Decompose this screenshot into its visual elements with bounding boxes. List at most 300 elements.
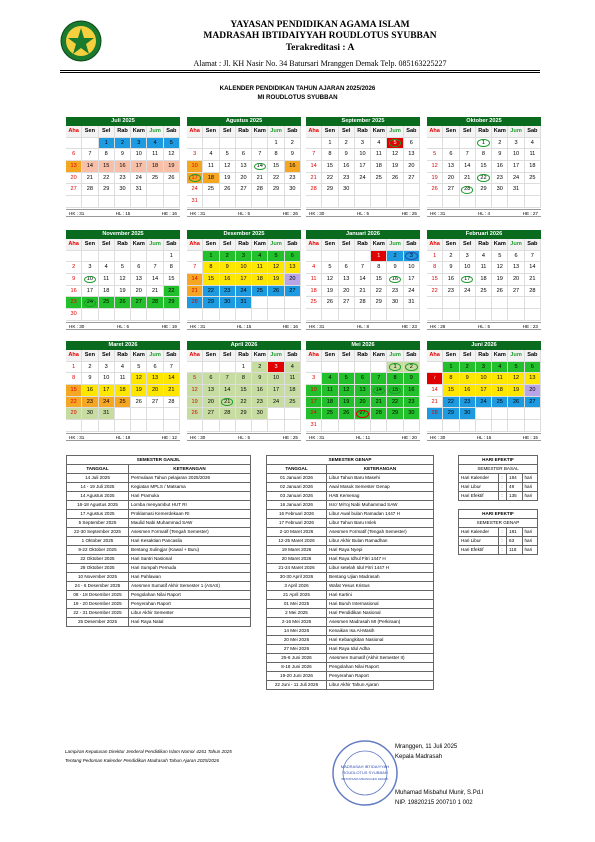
day-cell: 22 (203, 286, 219, 298)
empty-cell (322, 362, 338, 374)
empty-cell (115, 196, 131, 208)
day-cell: 21 (147, 286, 163, 298)
table-cell: Hari Pendidikan Nasional (327, 609, 434, 618)
empty-cell (220, 420, 236, 432)
day-cell: 20 (355, 397, 371, 409)
day-header: Sen (203, 239, 219, 251)
day-header: Jum (387, 350, 403, 362)
day-cell: 13 (131, 274, 147, 286)
empty-cell (82, 138, 98, 150)
empty-cell (387, 420, 403, 432)
day-cell: 3 (82, 262, 98, 274)
day-cell: 17 (187, 173, 203, 185)
table-cell: 17 Agustus 2025 (67, 510, 129, 519)
table-cell: 22 Juni - 11 Juli 2026 (267, 681, 327, 690)
day-cell: 1 (99, 138, 115, 150)
empty-cell (187, 309, 203, 321)
table-row (267, 618, 434, 627)
day-cell: 16 (66, 286, 82, 298)
sign-nip: NIP. 19820215 200710 1 002 (395, 800, 473, 806)
day-cell: 1 (387, 362, 403, 374)
day-cell: 11 (115, 373, 131, 385)
empty-cell (66, 196, 82, 208)
day-cell: 10 (404, 262, 420, 274)
calendar-subtitle: MI ROUDLOTUS SYUBBAN (257, 94, 338, 101)
day-cell: 3 (508, 138, 524, 150)
day-cell: 28 (82, 184, 98, 196)
day-cell: 14 (164, 373, 180, 385)
day-cell: 4 (285, 362, 301, 374)
day-cell: 13 (147, 373, 163, 385)
empty-cell (476, 297, 492, 309)
day-header: Sen (203, 350, 219, 362)
table-cell: Isro' Mi'roj Nabi Muhammad SAW (327, 501, 434, 510)
table-cell: Bentang Ujian Madrasah (327, 573, 434, 582)
empty-cell (404, 184, 420, 196)
day-cell: 23 (387, 286, 403, 298)
day-cell: 23 (285, 173, 301, 185)
empty-cell (492, 420, 508, 432)
month-7 (427, 230, 541, 336)
table-cell: Penyerahan Raport (129, 600, 251, 609)
table-cell: 30-30 April 2026 (267, 573, 327, 582)
empty-cell (355, 184, 371, 196)
empty-cell (187, 420, 203, 432)
day-cell: 30 (82, 408, 98, 420)
table-cell: 20 Mei 2026 (267, 636, 327, 645)
empty-cell (285, 408, 301, 420)
empty-cell (147, 196, 163, 208)
day-cell: 12 (115, 274, 131, 286)
day-cell: 16 (252, 385, 268, 397)
day-header: Sel (339, 239, 355, 251)
month-summary (66, 322, 180, 330)
table-cell: 63 (507, 537, 522, 546)
day-header: Rab (236, 126, 252, 138)
table-cell: 181 (507, 528, 522, 537)
day-cell: 2 (443, 251, 459, 263)
day-cell: 10 (460, 262, 476, 274)
empty-cell (427, 309, 443, 321)
day-cell: 17 (476, 385, 492, 397)
empty-cell (115, 420, 131, 432)
day-cell: 7 (252, 149, 268, 161)
day-cell: 15 (236, 385, 252, 397)
day-cell: 2 (285, 138, 301, 150)
summary-he: HE : 25 (401, 210, 417, 216)
day-cell: 24 (476, 397, 492, 409)
day-cell: 21 (187, 286, 203, 298)
empty-cell (508, 196, 524, 208)
empty-cell (427, 362, 443, 374)
day-header: Sen (322, 126, 338, 138)
day-cell: 10 (82, 274, 98, 286)
day-cell: 5 (508, 362, 524, 374)
summary-hl: HL : 11 (355, 434, 371, 440)
day-header: Kam (252, 350, 268, 362)
table-cell: 01 Mei 2025 (267, 600, 327, 609)
day-cell: 11 (203, 161, 219, 173)
day-cell: 25 (115, 397, 131, 409)
day-header: Kam (252, 126, 268, 138)
day-cell: 23 (404, 397, 420, 409)
semester-ganjil-title: SEMESTER GANJIL (67, 456, 251, 465)
table-row (267, 510, 434, 519)
day-cell: 4 (252, 251, 268, 263)
day-cell: 18 (322, 397, 338, 409)
day-cell: 14 (460, 161, 476, 173)
table-row (67, 609, 251, 618)
month-name: Maret 2026 (66, 341, 180, 350)
empty-cell (285, 420, 301, 432)
table-cell: 5 September 2025 (67, 519, 129, 528)
day-cell: 22 (476, 173, 492, 185)
day-cell: 21 (164, 385, 180, 397)
day-header: Sen (82, 350, 98, 362)
empty-cell (476, 420, 492, 432)
month-name: Agustus 2025 (187, 117, 301, 126)
day-header: Aha (187, 350, 203, 362)
day-header: Sel (99, 239, 115, 251)
footnote-line-1: Lampiran Keputusan Direktur Jenderal Pendidikan Islam Nomor 4261 Tahun 2025 (65, 749, 232, 754)
day-cell: 6 (131, 262, 147, 274)
empty-cell (203, 420, 219, 432)
day-cell: 13 (203, 385, 219, 397)
table-cell: : (499, 546, 507, 555)
summary-he: HE : 12 (161, 434, 177, 440)
day-cell: 12 (164, 149, 180, 161)
empty-cell (476, 309, 492, 321)
table-cell: 49 (507, 483, 522, 492)
month-name: Januari 2026 (306, 230, 420, 239)
day-cell: 30 (404, 408, 420, 420)
day-cell: 4 (492, 362, 508, 374)
empty-cell (236, 420, 252, 432)
empty-cell (404, 196, 420, 208)
table-row (67, 501, 251, 510)
day-cell: 15 (476, 161, 492, 173)
empty-cell (99, 196, 115, 208)
day-cell: 27 (66, 184, 82, 196)
day-cell: 8 (268, 149, 284, 161)
table-cell: 14 Juli 2025 (67, 474, 129, 483)
empty-cell (508, 420, 524, 432)
day-header: Jum (268, 350, 284, 362)
table-row (67, 474, 251, 483)
day-cell: 18 (203, 173, 219, 185)
footnote-line-2: Tentang Pedoman Kalender Pendidikan Madrasah Tahun Ajaran 2025/2026 (65, 758, 220, 763)
empty-cell (339, 420, 355, 432)
day-header: Jum (268, 126, 284, 138)
day-cell: 17 (82, 286, 98, 298)
day-cell: 20 (404, 161, 420, 173)
table-cell: 01 Januari 2026 (267, 474, 327, 483)
day-cell: 6 (525, 362, 541, 374)
day-cell: 27 (355, 408, 371, 420)
table-row (67, 492, 251, 501)
empty-cell (82, 251, 98, 263)
day-header: Sab (285, 126, 301, 138)
table-cell: 16-18 Agustus 2025 (67, 501, 129, 510)
semester-genap-table (266, 455, 434, 690)
day-cell: 9 (285, 149, 301, 161)
table-cell: Hari Pahlawan (129, 573, 251, 582)
empty-cell (252, 297, 268, 309)
empty-cell (203, 138, 219, 150)
day-header: Aha (66, 239, 82, 251)
day-cell: 26 (339, 408, 355, 420)
summary-hk: HK : 31 (190, 210, 206, 216)
day-cell: 11 (525, 149, 541, 161)
day-cell: 28 (164, 397, 180, 409)
day-cell: 19 (492, 274, 508, 286)
empty-cell (355, 309, 371, 321)
day-cell: 27 (285, 286, 301, 298)
summary-he: HE : 20 (401, 434, 417, 440)
day-header: Kam (131, 350, 147, 362)
day-cell: 28 (147, 297, 163, 309)
empty-cell (115, 309, 131, 321)
table-cell: 19-20 Juni 2026 (267, 672, 327, 681)
summary-hk: HK : 30 (69, 323, 85, 329)
day-cell: 20 (66, 173, 82, 185)
month-2 (306, 117, 420, 223)
table-row (459, 528, 538, 537)
table-row (459, 492, 538, 501)
summary-he: HE : 23 (522, 323, 538, 329)
day-cell: 4 (322, 373, 338, 385)
empty-cell (187, 251, 203, 263)
day-header: Sel (99, 350, 115, 362)
column-tanggal: TANGGAL (267, 465, 327, 474)
day-cell: 25 (476, 286, 492, 298)
day-cell: 25 (371, 173, 387, 185)
day-cell: 12 (220, 161, 236, 173)
table-cell: 21-24 Maret 2026 (267, 564, 327, 573)
day-cell: 26 (187, 408, 203, 420)
day-cell: 31 (236, 297, 252, 309)
day-cell: 17 (236, 274, 252, 286)
table-row (67, 618, 251, 627)
month-summary (187, 209, 301, 217)
official-stamp-icon (330, 738, 400, 808)
accreditation: Terakreditasi : A (285, 43, 355, 53)
empty-cell (355, 196, 371, 208)
stamp-line-4: BATURSARI MRANGGEN DEMAK (341, 777, 389, 781)
empty-cell (203, 309, 219, 321)
day-header: Sab (525, 239, 541, 251)
table-cell: hari (522, 537, 538, 546)
day-header: Rab (236, 239, 252, 251)
table-cell: Libur Tahun Baru Imlek (327, 519, 434, 528)
day-header: Sel (339, 126, 355, 138)
day-cell: 2 (66, 262, 82, 274)
day-cell: 13 (339, 274, 355, 286)
day-cell: 27 (525, 397, 541, 409)
day-header: Rab (355, 239, 371, 251)
day-header: Sen (443, 350, 459, 362)
month-name: Desember 2025 (187, 230, 301, 239)
day-header: Kam (371, 239, 387, 251)
table-cell: Hari Efektif (459, 546, 499, 555)
empty-cell (427, 138, 443, 150)
table-cell: Maulid Nabi Muhammad SAW (129, 519, 251, 528)
day-header: Sel (460, 126, 476, 138)
summary-he: HE : 25 (282, 434, 298, 440)
summary-hl: HL : 15 (236, 323, 252, 329)
day-cell: 19 (187, 397, 203, 409)
summary-hk: HK : 31 (69, 210, 85, 216)
day-cell: 16 (460, 385, 476, 397)
empty-cell (131, 251, 147, 263)
empty-cell (306, 362, 322, 374)
day-cell: 26 (115, 297, 131, 309)
table-cell: 1 Oktober 2025 (67, 537, 129, 546)
day-cell: 7 (371, 373, 387, 385)
day-cell: 31 (508, 184, 524, 196)
day-cell: 25 (322, 408, 338, 420)
day-cell: 23 (460, 397, 476, 409)
day-cell: 1 (66, 362, 82, 374)
table-cell: Hari Kalender (459, 474, 499, 483)
day-cell: 5 (427, 149, 443, 161)
summary-hk: HK : 28 (430, 323, 446, 329)
table-cell: Libur setelah Idul Fitri 1447 H (327, 564, 434, 573)
day-cell: 17 (268, 385, 284, 397)
empty-cell (220, 196, 236, 208)
table-cell: Hari Raya Idul Adha (327, 645, 434, 654)
day-cell: 27 (147, 397, 163, 409)
day-cell: 26 (387, 173, 403, 185)
table-row (67, 564, 251, 573)
empty-cell (460, 138, 476, 150)
day-cell: 14 (427, 385, 443, 397)
day-cell: 4 (476, 251, 492, 263)
day-cell: 6 (355, 373, 371, 385)
table-cell: Hari Pramuka (129, 492, 251, 501)
month-name: September 2025 (306, 117, 420, 126)
day-cell: 15 (387, 385, 403, 397)
empty-cell (371, 184, 387, 196)
summary-he: HE : 15 (522, 434, 538, 440)
day-cell: 12 (339, 385, 355, 397)
day-cell: 2 (252, 362, 268, 374)
table-cell: hari (522, 546, 538, 555)
day-cell: 22 (387, 397, 403, 409)
month-name: April 2026 (187, 341, 301, 350)
day-cell: 3 (268, 362, 284, 374)
day-cell: 5 (339, 373, 355, 385)
day-cell: 4 (203, 149, 219, 161)
day-cell: 5 (187, 373, 203, 385)
empty-cell (164, 309, 180, 321)
day-cell: 28 (371, 408, 387, 420)
table-cell: hari (522, 528, 538, 537)
day-cell: 16 (443, 274, 459, 286)
day-cell: 1 (427, 251, 443, 263)
summary-hl: HL : 4 (477, 210, 491, 216)
sign-role: Kepala Madrasah (395, 754, 443, 760)
day-cell: 16 (492, 161, 508, 173)
summary-hl: HL : 5 (237, 210, 251, 216)
day-cell: 22 (99, 173, 115, 185)
table-row (267, 609, 434, 618)
empty-cell (187, 362, 203, 374)
day-cell: 18 (371, 161, 387, 173)
day-cell: 30 (492, 184, 508, 196)
empty-cell (355, 251, 371, 263)
day-cell: 11 (306, 274, 322, 286)
day-cell: 28 (306, 184, 322, 196)
day-cell: 21 (427, 397, 443, 409)
day-cell: 14 (371, 385, 387, 397)
day-cell: 14 (82, 161, 98, 173)
day-header: Jum (508, 126, 524, 138)
day-header: Rab (355, 126, 371, 138)
table-row (67, 582, 251, 591)
day-header: Sen (322, 350, 338, 362)
month-1 (187, 117, 301, 223)
day-header: Sel (460, 239, 476, 251)
table-cell: Proklamasi Kemerdekaan RI (129, 510, 251, 519)
table-cell: Libur Tahun Baru Masehi (327, 474, 434, 483)
day-cell: 7 (460, 149, 476, 161)
empty-cell (492, 196, 508, 208)
day-cell: 13 (404, 149, 420, 161)
day-cell: 2 (492, 138, 508, 150)
day-cell: 7 (220, 373, 236, 385)
empty-cell (371, 420, 387, 432)
empty-cell (66, 138, 82, 150)
day-cell: 18 (99, 286, 115, 298)
day-header: Rab (115, 350, 131, 362)
day-cell: 12 (322, 274, 338, 286)
day-header: Sab (164, 239, 180, 251)
day-cell: 3 (476, 362, 492, 374)
table-cell: Asesmen Formatif (Tengah Semester) (327, 528, 434, 537)
day-cell: 17 (131, 161, 147, 173)
day-cell: 29 (322, 184, 338, 196)
table-cell: 02 Januari 2026 (267, 483, 327, 492)
empty-cell (339, 251, 355, 263)
day-cell: 25 (203, 184, 219, 196)
table-cell: Hari Libur (459, 483, 499, 492)
day-cell: 18 (306, 286, 322, 298)
stamp-line-3: ROUDLOTUS SYUBBAN (342, 770, 388, 775)
table-cell: Hari Efektif (459, 492, 499, 501)
table-cell: : (499, 474, 507, 483)
day-cell: 30 (66, 309, 82, 321)
table-row (67, 573, 251, 582)
day-cell: 15 (322, 161, 338, 173)
day-header: Aha (187, 126, 203, 138)
empty-cell (404, 420, 420, 432)
empty-cell (306, 196, 322, 208)
day-cell: 10 (131, 149, 147, 161)
empty-cell (252, 196, 268, 208)
day-cell: 14 (187, 274, 203, 286)
day-cell: 23 (82, 397, 98, 409)
month-summary (427, 433, 541, 441)
empty-cell (322, 251, 338, 263)
day-cell: 29 (99, 184, 115, 196)
table-cell: Asesmen Sumatif Akhir Semester 1 (ASAS) (129, 582, 251, 591)
day-cell: 12 (268, 262, 284, 274)
day-header: Aha (427, 126, 443, 138)
day-header: Aha (187, 239, 203, 251)
day-cell: 2 (82, 362, 98, 374)
day-cell: 16 (387, 274, 403, 286)
